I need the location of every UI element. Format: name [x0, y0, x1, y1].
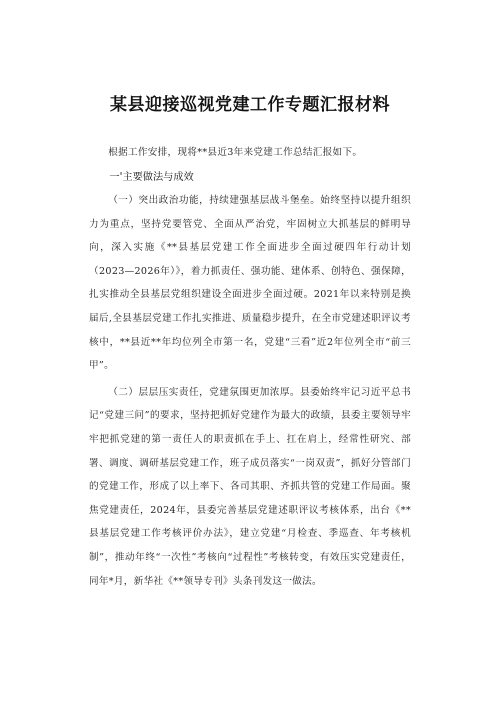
body-paragraph-1: （一）突出政治功能，持续建强基层战斗堡垒。始终坚持以提升组织力为重点，坚持党要管党、全面从严治党，牢固树立大抓基层的鲜明导向，深入实施《**县基层党建工作全面进步全面过硬四年行动计划（2023—2026年）》，着力抓责任、强功能、建体系、创特色、强保障，扎实推动全县基层党组织建设全面进步全面过硬。2021年以来特别是换届后,全县基层党建工作扎实推进、质量稳步提升，在全市党建述职评议考核中，**县近**年均位列全市第一名，党建“三看”近2年位列全市“前三甲”。	[89, 195, 411, 372]
document-body	[89, 143, 411, 593]
body-paragraph-2: （二）层层压实责任，党建氛围更加浓厚。县委始终牢记习近平总书记“党建三问”的要求，坚持把抓好党建作为最大的政绩，县委主要领导牢牢把抓党建的第一责任人的职责抓在手上、扛在肩上，经常性研究、部署、调度、调研基层党建工作，班子成员落实“一岗双责”，抓好分管部门的党建工作，形成了以上率下、各司其职、齐抓共管的党建工作局面。聚焦党建责任，2024年，县委完善基层党建述职评议考核体系，出台《**县基层党建工作考核评价办法》，建立党建“月检查、季巡查、年考核机制”，推动年终“一次性”考核向“过程性”考核转变，有效压实党建责任，同年*月，新华社《**领导专刊》头条刊发这一做法。	[89, 386, 411, 587]
document-title: 某县迎接巡视党建工作专题汇报材料	[110, 95, 390, 115]
intro-paragraph: 根据工作安排，现将**县近3年来党建工作总结汇报如下。	[108, 147, 363, 158]
section-heading: 一'主要做法与成效	[109, 172, 194, 183]
